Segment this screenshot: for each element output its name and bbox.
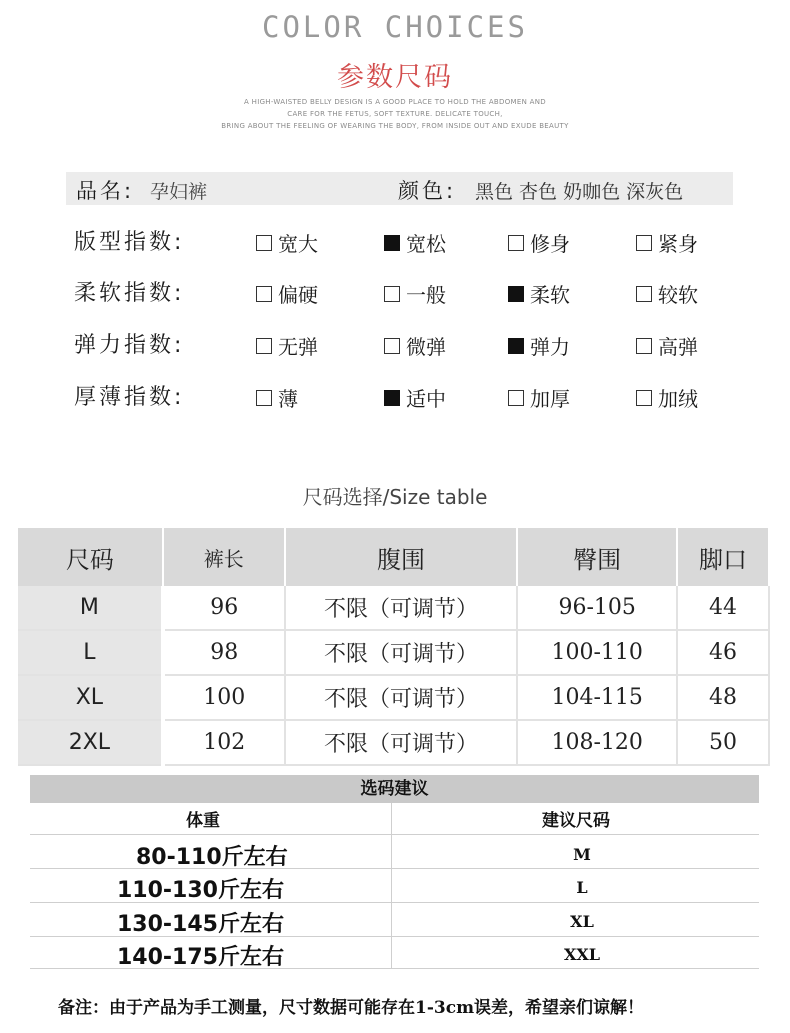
index-option [384, 383, 446, 412]
index-option-label: 适中 [406, 387, 446, 411]
hip-cell: 96-105 [517, 586, 677, 630]
hip-cell: 104-115 [517, 675, 677, 720]
suggestion-size: XL [570, 912, 594, 931]
index-option-label: 弹力 [530, 335, 570, 359]
footnote: 备注：由于产品为手工测量，尺寸数据可能存在1-3cm误差，希望亲们谅解！ [58, 998, 645, 1018]
product-name-value: 孕妇裤 [150, 181, 208, 203]
size-header-size: 尺码 [18, 528, 163, 586]
suggestion-size: XXL [563, 945, 601, 964]
index-option-label: 微弹 [406, 335, 446, 359]
index-option-label: 修身 [530, 232, 570, 256]
index-option [636, 383, 698, 412]
header-tagline-2: CARE FOR THE FETUS, SOFT TEXTURE. DELICATE TOUCH, [287, 110, 503, 118]
suggestion-weight: 140-175斤左右 [117, 945, 284, 970]
waist-cell: 不限（可调节） [285, 630, 518, 675]
product-color-value: 黑色 杏色 奶咖色 深灰色 [475, 181, 684, 203]
unchecked-box-icon [384, 338, 400, 354]
suggestion-rule [30, 834, 759, 835]
size-cell: M [18, 586, 163, 630]
product-name-label: 品名: [76, 179, 135, 203]
index-option-label: 高弹 [658, 335, 698, 359]
checked-box-icon [384, 390, 400, 406]
size-cell: L [18, 630, 163, 675]
suggestion-weight: 110-130斤左右 [117, 878, 284, 903]
hem-cell: 48 [677, 675, 769, 720]
index-option [256, 331, 318, 360]
checked-box-icon [508, 286, 524, 302]
index-option-label: 加绒 [658, 387, 698, 411]
suggestion-title: 选码建议 [30, 775, 759, 803]
hem-cell: 44 [677, 586, 769, 630]
suggestion-size: L [576, 878, 588, 897]
index-label: 厚薄指数: [74, 385, 185, 410]
size-header-length: 裤长 [163, 528, 285, 586]
unchecked-box-icon [508, 390, 524, 406]
index-option [508, 331, 570, 360]
size-header-hem: 脚口 [677, 528, 769, 586]
hip-cell: 108-120 [517, 720, 677, 765]
index-option [384, 228, 446, 257]
size-table-title: 尺码选择/Size table [302, 485, 488, 509]
table-row [18, 720, 769, 765]
suggestion-header-weight: 体重 [186, 811, 220, 831]
header-tagline-1: A HIGH-WAISTED BELLY DESIGN IS A GOOD PLACE TO HOLD THE ABDOMEN AND [244, 98, 546, 106]
size-cell: XL [18, 675, 163, 720]
unchecked-box-icon [508, 235, 524, 251]
waist-cell: 不限（可调节） [285, 720, 518, 765]
table-row [18, 586, 769, 630]
index-option [256, 279, 318, 308]
unchecked-box-icon [636, 390, 652, 406]
unchecked-box-icon [636, 338, 652, 354]
index-option-label: 一般 [406, 283, 446, 307]
index-option [256, 228, 318, 257]
suggestion-weight: 80-110斤左右 [136, 845, 288, 870]
length-cell: 98 [163, 630, 285, 675]
index-option [508, 279, 570, 308]
product-info-bar [66, 172, 733, 205]
unchecked-box-icon [384, 286, 400, 302]
hip-cell: 100-110 [517, 630, 677, 675]
index-option-label: 紧身 [658, 232, 698, 256]
index-option [508, 228, 570, 257]
header-title-cn: 参数尺码 [337, 62, 453, 93]
unchecked-box-icon [636, 286, 652, 302]
length-cell: 100 [163, 675, 285, 720]
product-color-label: 颜色: [398, 179, 457, 203]
table-row [18, 630, 769, 675]
hem-cell: 46 [677, 630, 769, 675]
index-option-label: 较软 [658, 283, 698, 307]
length-cell: 102 [163, 720, 285, 765]
index-option-label: 加厚 [530, 387, 570, 411]
index-option-label: 宽大 [278, 232, 318, 256]
index-option [384, 279, 446, 308]
index-option [384, 331, 446, 360]
index-option [508, 383, 570, 412]
index-option-label: 宽松 [406, 232, 446, 256]
size-header-waist: 腹围 [285, 528, 518, 586]
index-option-label: 偏硬 [278, 283, 318, 307]
unchecked-box-icon [256, 286, 272, 302]
index-option [636, 331, 698, 360]
unchecked-box-icon [256, 390, 272, 406]
waist-cell: 不限（可调节） [285, 586, 518, 630]
size-cell: 2XL [18, 720, 163, 765]
index-option [636, 279, 698, 308]
length-cell: 96 [163, 586, 285, 630]
index-option-label: 柔软 [530, 283, 570, 307]
index-label: 柔软指数: [74, 281, 185, 306]
header-tagline-3: BRING ABOUT THE FEELING OF WEARING THE BODY, FROM INSIDE OUT AND EXUDE BEAUTY [221, 122, 569, 130]
header-title-en: COLOR CHOICES [262, 10, 528, 44]
unchecked-box-icon [636, 235, 652, 251]
waist-cell: 不限（可调节） [285, 675, 518, 720]
suggestion-weight: 130-145斤左右 [117, 912, 284, 937]
suggestion-divider [391, 803, 392, 968]
index-option [256, 383, 298, 412]
checked-box-icon [384, 235, 400, 251]
index-option-label: 无弹 [278, 335, 318, 359]
index-label: 弹力指数: [74, 333, 185, 358]
index-option-label: 薄 [278, 387, 298, 411]
size-header-hip: 臀围 [517, 528, 677, 586]
suggestion-header-size: 建议尺码 [542, 811, 610, 831]
suggestion-size: M [573, 845, 591, 864]
size-table [18, 528, 770, 766]
checked-box-icon [508, 338, 524, 354]
unchecked-box-icon [256, 235, 272, 251]
index-option [636, 228, 698, 257]
table-row [18, 675, 769, 720]
unchecked-box-icon [256, 338, 272, 354]
hem-cell: 50 [677, 720, 769, 765]
index-label: 版型指数: [74, 230, 185, 255]
